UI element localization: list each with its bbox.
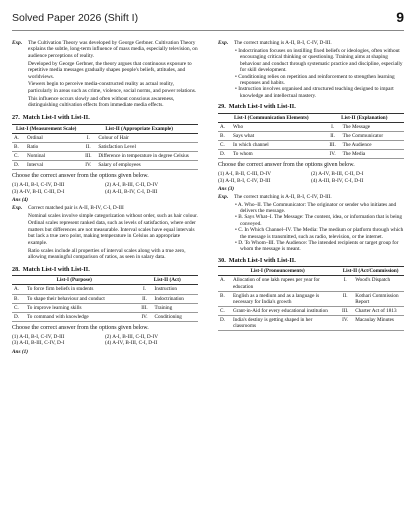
exp-bullet: C. In Which Channel–IV. The Media: The medium or platform through which the message is transmitted, such as radio, television, or the internet. [238, 227, 404, 240]
question-27 [12, 114, 198, 122]
cell: Kothari Commission Report [353, 291, 404, 306]
option: (3) A-II, B-I, C-IV, D-III [218, 177, 271, 184]
table-row [218, 122, 404, 131]
cell: To shape their behaviour and conduct [25, 294, 137, 303]
cell: Colour of Hair [96, 133, 198, 142]
table-row [12, 294, 198, 303]
list-1-header: List-I (Purpose) [12, 276, 137, 285]
cell: Who [231, 122, 325, 131]
match-table-30 [218, 266, 404, 331]
exp-bullet: A. Who–II. The Communicator: The originator or sender who initiates and delivers the message. [237, 201, 397, 215]
bullet-icon: • [235, 214, 239, 221]
question-30 [218, 257, 404, 265]
table-row [12, 285, 198, 294]
exp-label: Exp. [218, 40, 229, 46]
table-row [218, 306, 404, 315]
cell: English as a medium and as a language is necessary for India's growth [231, 291, 337, 306]
explanation-scales [12, 205, 198, 262]
cell: To whom [231, 150, 325, 159]
page-header [0, 0, 416, 36]
cell: Training [153, 303, 199, 312]
cell: Indoctrination [153, 294, 199, 303]
cell: I. [325, 122, 341, 131]
cell: Ratio [25, 142, 80, 151]
table-row [218, 140, 404, 149]
question-text: Match List-I with List-II. [228, 103, 296, 111]
explanation-lasswell [218, 194, 404, 253]
page-number: 9 [396, 9, 404, 25]
exp-bullet: D. To Whom–III. The Audience: The intended recipients or target group for whom the message is meant. [238, 240, 399, 253]
option: (2) A-I, B-III, C-II, D-IV [105, 182, 159, 189]
explanation-indoctrination [218, 40, 404, 99]
exp-bullet: Instruction involves organised and structured teaching designed to impart knowledge and intellectual mastery. [238, 86, 394, 99]
list-2-header: List-II (Appropriate Example) [80, 124, 198, 133]
cell: III. [137, 303, 153, 312]
cell: D. [12, 160, 25, 169]
choose-instruction: Choose the correct answer from the options given below. [218, 162, 355, 169]
cell: A. [12, 133, 25, 142]
answer-28: Ans (1) [12, 349, 29, 356]
option: (4) A-IV, B-III, C-I, D-II [105, 340, 158, 347]
table-row [218, 291, 404, 306]
cell: A. [218, 122, 231, 131]
bullet-icon: • [235, 47, 239, 54]
table-row [12, 142, 198, 151]
exp-paragraph: The Cultivation Theory was developed by George Gerbner. Cultivation Theory explains the subtle, long-term influence of mass media, especially television, on audience perceptions of reality. [28, 40, 198, 59]
exp-bullet: Conditioning relies on repetition and reinforcement to strengthen learning responses and habits. [238, 73, 395, 86]
exp-label: Exp. [218, 193, 229, 200]
cell: Instruction [153, 285, 199, 294]
choose-instruction: Choose the correct answer from the options given below. [12, 173, 149, 180]
cell: I. [80, 133, 96, 142]
cell: I. [137, 285, 153, 294]
exp-paragraph: Correct matched pair is A-II, B-IV, C-I, D-III [28, 204, 124, 211]
cell: The Audience [341, 140, 404, 149]
match-table-27 [12, 124, 198, 170]
table-row [218, 315, 404, 330]
table-row [12, 303, 198, 312]
cell: IV. [337, 315, 353, 330]
table-row [218, 276, 404, 291]
cell: III. [325, 140, 341, 149]
option: (1) A-II, B-I, C-IV, D-III [12, 182, 65, 189]
match-table-28 [12, 275, 198, 321]
cell: C. [218, 140, 231, 149]
question-text: Match List-I with List-II. [228, 256, 296, 264]
cell: IV. [137, 312, 153, 321]
cell: IV. [80, 160, 96, 169]
bullet-icon: • [235, 73, 239, 80]
table-row [12, 151, 198, 160]
options-27 [12, 182, 198, 195]
cell: II. [137, 294, 153, 303]
list-1-header: List-I (Communication Elements) [218, 113, 325, 122]
answer-29: Ans (3) [218, 186, 235, 193]
cell: A. [218, 276, 231, 291]
option: (3) A-II, B-III, C-IV, D-I [12, 340, 65, 347]
choose-instruction: Choose the correct answer from the options given below. [12, 324, 149, 331]
cell: C. [12, 303, 25, 312]
cell: III. [337, 306, 353, 315]
exp-label: Exp. [12, 40, 23, 46]
cell: Ordinal [25, 133, 80, 142]
option: (4) A-II, B-IV, C-I, D-III [105, 188, 158, 195]
table-row [12, 160, 198, 169]
left-column [12, 40, 198, 356]
cell: Macaulay Minutes [353, 315, 404, 330]
option: (4) A-III, B-IV, C-I, D-II [311, 177, 364, 184]
cell: C. [12, 151, 25, 160]
cell: Says what [231, 131, 325, 140]
cell: D. [218, 315, 231, 330]
question-28 [12, 266, 198, 274]
cell: C. [218, 306, 231, 315]
question-29 [218, 103, 404, 111]
question-text: Match List-I with List-II. [22, 265, 90, 273]
question-number: 30. [218, 256, 226, 264]
cell: Charter Act of 1813 [353, 306, 404, 315]
options-29 [218, 171, 404, 184]
bullet-icon: • [235, 201, 238, 208]
exp-paragraph: Viewers begin to perceive media-constructed reality as actual reality, particularly in areas such as crime, violence, social norms, and power relations. [28, 81, 197, 94]
cell: B. [12, 142, 25, 151]
list-2-header: List-II (Act/Commission) [337, 267, 404, 276]
cell: B. [218, 291, 231, 306]
table-row [12, 133, 198, 142]
cell: D. [218, 150, 231, 159]
list-1-header: List-I (Measurement Scale) [12, 124, 80, 133]
cell: II. [337, 291, 353, 306]
answer-27: Ans (4) [12, 197, 29, 204]
exp-bullet: B. Says What–I. The Message: The content, idea, or information that is being conveyed. [238, 214, 403, 227]
exp-paragraph: Nominal scales involve simple categorization without order, such as hair colour. [28, 212, 198, 219]
cell: I. [337, 276, 353, 291]
cell: The Media [341, 150, 404, 159]
question-number: 27. [12, 114, 20, 122]
bullet-icon: • [235, 227, 239, 234]
exp-label: Exp. [12, 204, 23, 211]
exp-intro: The correct matching is A-II, B-I, C-IV, D-III. [234, 193, 332, 200]
table-row [12, 312, 198, 321]
cell: The Communicator [341, 131, 404, 140]
cell: Difference in temperature in degree Celsius [96, 151, 198, 160]
exp-paragraph: This influence occurs slowly and often without conscious awareness, distinguishing cultivation effects from immediate media effects. [28, 95, 175, 109]
cell: D. [12, 312, 25, 321]
options-28 [12, 334, 198, 347]
cell: To improve learning skills [25, 303, 137, 312]
exp-paragraph: Ratio scales include all properties of interval scales along with a true zero, allowing meaningful comparison of ratios, as seen in salary data. [28, 247, 186, 260]
option: (2) A-IV, B-III, C-II, D-I [311, 171, 364, 178]
cell: India's destiny is getting shaped in her classrooms [231, 315, 337, 330]
list-1-header: List-I (Pronouncements) [218, 267, 337, 276]
cell: Satisfaction Level [96, 142, 198, 151]
option: (1) A-I, B-II, C-III, D-IV [218, 171, 272, 178]
bullet-icon: • [235, 86, 239, 93]
cell: Grant-in-Aid for every educational institution [231, 306, 337, 315]
table-row [218, 131, 404, 140]
cell: B. [218, 131, 231, 140]
cell: B. [12, 294, 25, 303]
explanation-cultivation [12, 40, 198, 110]
cell: II. [325, 131, 341, 140]
cell: IV. [325, 150, 341, 159]
match-table-29 [218, 113, 404, 159]
cell: Nominal [25, 151, 80, 160]
exp-intro: The correct matching is A-II, B-I, C-IV, D-III. [234, 40, 332, 46]
bullet-icon: • [235, 240, 239, 247]
option: (1) A-II, B-I, C-IV, D-III [12, 333, 65, 340]
list-2-header: List-II (Act) [137, 276, 199, 285]
right-column [218, 40, 404, 334]
cell: Allocation of one lakh rupees per year for education [231, 276, 337, 291]
cell: The Message [341, 122, 404, 131]
cell: Conditioning [153, 312, 199, 321]
list-2-header: List-II (Explanation) [325, 113, 404, 122]
cell: III. [80, 151, 96, 160]
header-divider [12, 30, 404, 31]
cell: To force firm beliefs in students [25, 285, 137, 294]
cell: In which channel [231, 140, 325, 149]
cell: Interval [25, 160, 80, 169]
exp-paragraph: Developed by George Gerbner, the theory argues that continuous exposure to repetitive media messages gradually shapes people's beliefs, attitudes, and worldviews. [28, 60, 192, 80]
cell: To command with knowledge [25, 312, 137, 321]
exp-bullet: Indoctrination focuses on instilling fixed beliefs or ideologies, often without encouraging critical thinking or questioning. Training aims at shaping behaviour and conduct through systematic practice and discipline, especially for skill development. [238, 47, 403, 74]
question-text: Match List-I with List-II. [22, 114, 90, 122]
option: (3) A-IV, B-II, C-III, D-I [12, 188, 65, 195]
exp-paragraph: Ordinal scales represent ranked data, such as levels of satisfaction, where order matters but differences are not measurable. Interval scales have equal intervals but lack a true zero point, making temperature in Celsius an appropriate example. [28, 220, 196, 246]
cell: II. [80, 142, 96, 151]
question-number: 29. [218, 103, 226, 111]
paper-title: Solved Paper 2026 (Shift I) [12, 12, 139, 24]
cell: A. [12, 285, 25, 294]
table-row [218, 150, 404, 159]
question-number: 28. [12, 265, 20, 273]
cell: Salary of employees [96, 160, 198, 169]
option: (2) A-I, B-III, C-II, D-IV [105, 333, 159, 340]
cell: Wood's Dispatch [353, 276, 404, 291]
